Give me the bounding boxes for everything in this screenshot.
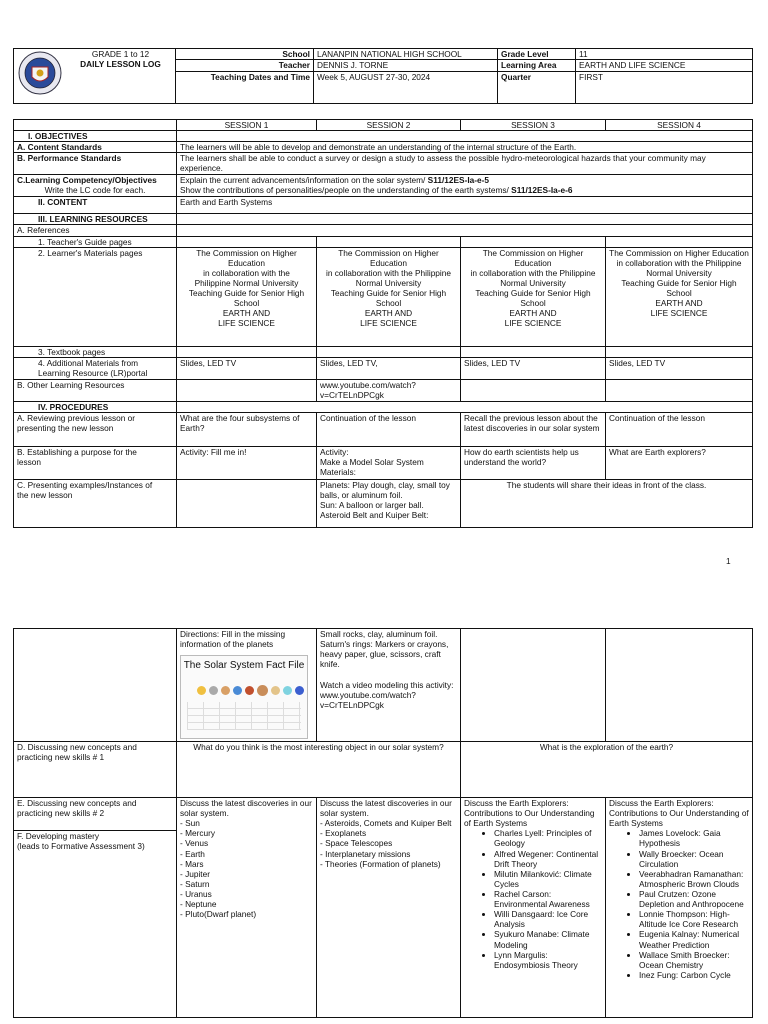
page-number: 1	[726, 556, 731, 566]
competency-2-code: S11/12ES-Ia-e-6	[511, 185, 573, 196]
procedure-b-session-2: Activity: Make a Model Solar System Materials:	[317, 446, 461, 479]
quarter-value: FIRST	[576, 71, 753, 103]
quarter-label: Quarter	[498, 71, 576, 103]
fill-directions: Directions: Fill in the missing information of the planets	[180, 629, 286, 650]
explorer-list-item: • Veerabhadran Ramanathan: Atmospheric Brown Clouds	[639, 869, 749, 889]
performance-standards-value: The learners shall be able to conduct a survey or design a study to assess the possible hydro-meteorological hazards that your community may experience.	[177, 153, 753, 175]
procedure-e-session-2: Discuss the latest discoveries in our solar system. - Asteroids, Comets and Kuiper Belt - Exoplanets - Space Telescopes - Interplanetary missions - Theories (Formation of planets)	[317, 798, 461, 1018]
performance-standards-label: B. Performance Standards	[14, 153, 177, 175]
procedure-d-label: D. Discussing new concepts and practicing new skills # 1	[14, 742, 177, 798]
procedure-c-session-3-4: The students will share their ideas in front of the class.	[461, 479, 753, 527]
competency-2-text: Show the contributions of personalities/people on the understanding of the earth systems/	[180, 185, 512, 196]
lesson-log-table	[13, 119, 753, 528]
procedure-c-session-2: Planets: Play dough, clay, small toy balls, or aluminum foil. Sun: A balloon or larger ball. Asteroid Belt and Kuiper Belt:	[317, 479, 461, 527]
add-session-4: Slides, LED TV	[606, 357, 753, 379]
content-heading: II. CONTENT	[14, 197, 177, 214]
competency-label: C.Learning Competency/Objectives	[17, 175, 157, 186]
explorer-list-item: • Willi Dansgaard: Ice Core Analysis	[494, 909, 602, 929]
competency-1-text: Explain the current advancements/information on the solar system/	[180, 175, 428, 186]
procedure-b-label: B. Establishing a purpose for the lesson	[14, 446, 177, 479]
lesson-log-table-continued	[13, 628, 753, 1018]
content-value: Earth and Earth Systems	[177, 197, 753, 214]
lm-session-1: The Commission on Higher Education in collaboration with the Philippine Normal University Teaching Guide for Senior High School EARTH AND LIFE SCIENCE	[177, 247, 317, 346]
add-session-1: Slides, LED TV	[177, 357, 317, 379]
session-3-header: SESSION 3	[461, 120, 606, 131]
learning-resources-heading: III. LEARNING RESOURCES	[14, 214, 177, 225]
dates-label: Teaching Dates and Time	[176, 71, 314, 103]
explorer-list-item: • Wallace Smith Broecker: Ocean Chemistry	[639, 950, 749, 970]
explorer-list-item: • Lynn Margulis: Endosymbiosis Theory	[494, 950, 602, 970]
procedure-b-session-4: What are Earth explorers?	[606, 446, 753, 479]
teacher-label: Teacher	[176, 60, 314, 71]
procedure-e-label: E. Discussing new concepts and practicing new skills # 2	[14, 798, 176, 831]
solar-system-fact-file-image	[180, 655, 308, 739]
procedure-c-session-2-cont: Small rocks, clay, aluminum foil. Saturn's rings: Markers or crayons, heavy paper, glue, scissors, craft knife. Watch a video modeling this activity: www.youtube.com/watch?v=CrTELnDPCgk	[317, 629, 461, 742]
additional-materials-label: 4. Additional Materials from Learning Resource (LR)portal	[14, 357, 177, 379]
other-session-2-link[interactable]: www.youtube.com/watch? v=CrTELnDPCgk	[317, 379, 461, 401]
procedure-a-session-4: Continuation of the lesson	[606, 412, 753, 446]
learning-area-value: EARTH AND LIFE SCIENCE	[576, 60, 753, 71]
explorer-list-item: • Charles Lyell: Principles of Geology	[494, 828, 602, 848]
grade-level-value: 11	[576, 49, 753, 60]
explorer-list-item: • Paul Crutzen: Ozone Depletion and Anthropocene	[639, 889, 749, 909]
teachers-guide-label: 1. Teacher's Guide pages	[14, 236, 177, 247]
procedure-a-label: A. Reviewing previous lesson or presenting the new lesson	[14, 412, 177, 446]
add-session-3: Slides, LED TV	[461, 357, 606, 379]
grade-level-label: Grade Level	[498, 49, 576, 60]
competency-1	[180, 175, 749, 185]
school-label: School	[176, 49, 314, 60]
competency-1-code: S11/12ES-Ia-e-5	[427, 175, 489, 186]
explorer-list-item: • Syukuro Manabe: Climate Modeling	[494, 929, 602, 949]
learning-area-label: Learning Area	[498, 60, 576, 71]
procedure-e-session-1: Discuss the latest discoveries in our solar system. - Sun - Mercury - Venus - Earth - Mars - Jupiter - Saturn - Uranus - Neptune - Pluto(Dwarf planet)	[177, 798, 317, 1018]
content-standards-value: The learners will be able to develop and demonstrate an understanding of the internal structure of the Earth.	[177, 142, 753, 153]
competency-2	[180, 185, 749, 195]
header-table	[13, 48, 753, 104]
session-4-header: SESSION 4	[606, 120, 753, 131]
procedure-f-label: F. Developing mastery (leads to Formative Assessment 3)	[17, 831, 145, 852]
teacher-value: DENNIS J. TORNE	[314, 60, 498, 71]
explorer-list-item: • Lonnie Thompson: High-Altitude Ice Core Research	[639, 909, 749, 929]
competency-sub: Write the LC code for each.	[44, 185, 146, 196]
earth-explorers-list-3	[464, 828, 602, 970]
textbook-pages-label: 3. Textbook pages	[14, 346, 177, 357]
other-resources-label: B. Other Learning Resources	[14, 379, 177, 401]
procedure-e-session-4: Discuss the Earth Explorers: Contributions to Our Understanding of Earth Systems	[609, 798, 749, 829]
procedure-b-session-1: Activity: Fill me in!	[177, 446, 317, 479]
procedure-a-session-2: Continuation of the lesson	[317, 412, 461, 446]
lm-session-4: The Commission on Higher Education in collaboration with the Philippine Normal University Teaching Guide for Senior High School EARTH AND LIFE SCIENCE	[606, 247, 753, 346]
procedure-d-session-1-2: What do you think is the most interesting object in our solar system?	[177, 742, 461, 798]
earth-explorers-list-4	[609, 828, 749, 980]
dates-value: Week 5, AUGUST 27-30, 2024	[314, 71, 498, 103]
explorer-list-item: • Eugenia Kalnay: Numerical Weather Prediction	[639, 929, 749, 949]
objectives-heading: I. OBJECTIVES	[14, 131, 177, 142]
explorer-list-item: • Wally Broecker: Ocean Circulation	[639, 849, 749, 869]
school-value: LANANPIN NATIONAL HIGH SCHOOL	[314, 49, 498, 60]
explorer-list-item: • Milutin Milanković: Climate Cycles	[494, 869, 602, 889]
explorer-list-item: • Alfred Wegener: Continental Drift Theory	[494, 849, 602, 869]
references-label: A. References	[14, 225, 177, 236]
lm-session-2: The Commission on Higher Education in collaboration with the Philippine Normal University Teaching Guide for Senior High School EARTH AND LIFE SCIENCE	[317, 247, 461, 346]
procedure-e-session-3: Discuss the Earth Explorers: Contributions to Our Understanding of Earth Systems	[464, 798, 595, 829]
procedure-d-session-3-4: What is the exploration of the earth?	[461, 742, 753, 798]
explorer-list-item: • James Lovelock: Gaia Hypothesis	[639, 828, 749, 848]
learners-materials-label: 2. Learner's Materials pages	[14, 247, 177, 346]
content-standards-label: A. Content Standards	[14, 142, 177, 153]
fact-file-title: The Solar System Fact File	[183, 660, 305, 672]
procedures-heading: IV. PROCEDURES	[14, 401, 177, 412]
procedure-a-session-3: Recall the previous lesson about the latest discoveries in our solar system	[461, 412, 606, 446]
explorer-list-item: • Inez Fung: Carbon Cycle	[639, 970, 749, 980]
session-2-header: SESSION 2	[317, 120, 461, 131]
procedure-c-label: C. Presenting examples/Instances of the new lesson	[14, 479, 177, 527]
grade-label: GRADE 1 to 12	[91, 49, 150, 59]
procedure-a-session-1: What are the four subsystems of Earth?	[177, 412, 317, 446]
daily-lesson-log-title: DAILY LESSON LOG	[80, 59, 161, 70]
procedure-b-session-3: How do earth scientists help us understand the world?	[461, 446, 606, 479]
session-1-header: SESSION 1	[177, 120, 317, 131]
add-session-2: Slides, LED TV,	[317, 357, 461, 379]
explorer-list-item: • Rachel Carson: Environmental Awareness	[494, 889, 602, 909]
lm-session-3: The Commission on Higher Education in collaboration with the Philippine Normal University Teaching Guide for Senior High School EARTH AND LIFE SCIENCE	[461, 247, 606, 346]
